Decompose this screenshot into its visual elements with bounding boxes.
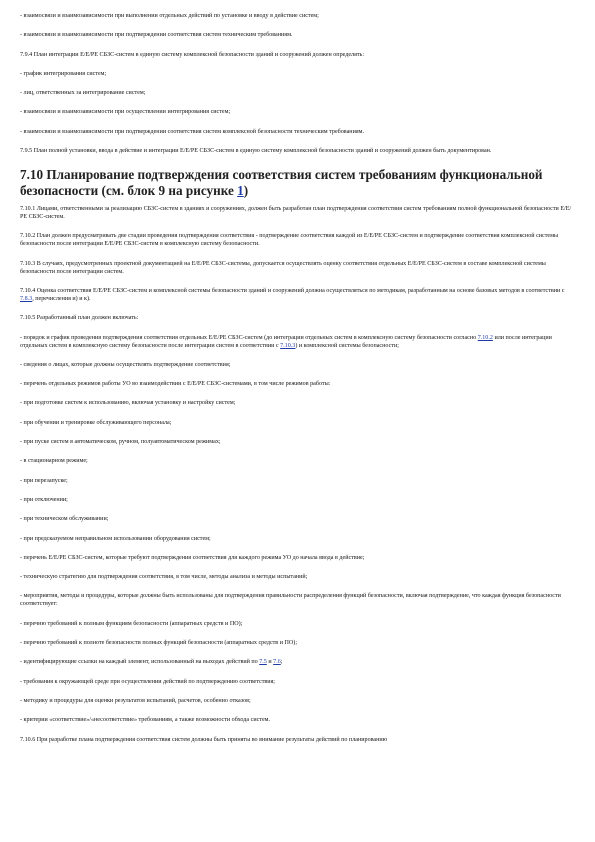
clause-7-10-1: 7.10.1 Лицами, ответственными за реализацию СБЗС-систем в зданиях и сооружениях, должен быть разработан план подтверждения соответствия систем требованиям полной функциональной безопасности Е/Е/РЕ СБЗС-систем.	[20, 206, 572, 221]
link-7-10-3[interactable]: 7.10.3	[280, 342, 296, 349]
clause-7-10-4-text: 7.10.4 Оценка соответствия Е/Е/РЕ СБЗС-систем и комплексной системы безопасности зданий и сооружений должна осуществляться по методикам, разработанным на основе базовых методов в соответствии с	[20, 287, 566, 294]
section-heading-end: )	[243, 183, 249, 199]
list-item: - методику и процедуры для оценки результатов испытаний, расчетов, особенно отказов;	[20, 697, 251, 704]
list-item	[20, 658, 575, 666]
clause-7-10-4	[20, 287, 575, 303]
list-item: - при пуске систем в автоматическом, ручном, полуавтоматическом режимах;	[20, 439, 221, 446]
list-item-text: ) и комплексной системы безопасности;	[295, 342, 399, 349]
link-7-6[interactable]: 7.6	[273, 659, 281, 666]
clause-7-10-5: 7.10.5 Разработанный план должен включать:	[20, 315, 139, 322]
list-item: - при техническом обслуживании;	[20, 516, 109, 523]
clause-7-10-2: 7.10.2 План должен предусматривать две стадии проведения подтверждения соответствия - подтверждение соответствия каждой из Е/Е/РЕ СБЗС-систем и подтверждение соответствия комплексной системы безопасности после интеграции Е/Е/РЕ СБЗС-систем в комплексную систему безопасности.	[20, 233, 560, 248]
list-item: - при обучении и тренировке обслуживающего персонала;	[20, 419, 172, 426]
list-item	[20, 334, 575, 350]
clause-7-9-4: 7.9.4 План интеграции Е/Е/РЕ СБЗС-систем в единую систему комплексной безопасности зданий и сооружений должен определять:	[20, 51, 365, 58]
list-item: - перечню требований к полноте безопасности полных функций безопасности (аппаратных средств и ПО);	[20, 640, 298, 647]
list-item: - при предсказуемом неправильном использовании оборудования систем;	[20, 535, 211, 542]
list-item: - взаимосвязи и взаимозависимости при выполнении отдельных действий по установке и вводу в действие систем;	[20, 13, 319, 19]
list-item: - при отключении;	[20, 496, 68, 503]
list-item: - в стационарном режиме;	[20, 458, 88, 465]
list-item: - сведения о лицах, которые должны осуществлять подтверждение соответствия;	[20, 361, 231, 368]
list-item-text: или после интеграции отдельных систем в комплексную систему безопасности после интеграции систем в соответствии с	[20, 334, 554, 349]
list-item: - перечень отдельных режимов работы УО во взаимодействии с Е/Е/РЕ СБЗС-системами, в том числе режимов работы:	[20, 381, 331, 388]
list-item: - при перезапуске;	[20, 477, 68, 484]
document-page	[20, 0, 575, 744]
list-item-text: и	[266, 659, 274, 666]
list-item: - перечню требований к полным функциям безопасности (аппаратных средств и ПО);	[20, 620, 243, 627]
list-item-text: ;	[280, 659, 283, 666]
list-item: - взаимосвязи и взаимозависимости при осуществлении интегрирования систем;	[20, 109, 231, 116]
list-item: - взаимосвязи и взаимозависимости при подтверждении соответствия систем техническим требованиям.	[20, 32, 293, 39]
figure-1-link[interactable]: 1	[237, 183, 244, 199]
list-item-text: - идентифицирующие ссылки на каждый элемент, использованный на выходах действий по	[20, 659, 260, 666]
section-heading-text: 7.10 Планирование подтверждения соответствия систем требованиям функциональной безопасности (см. блок 9 на рисунке	[20, 167, 543, 199]
list-item: - график интегрирования систем;	[20, 70, 107, 77]
link-7-5[interactable]: 7.5	[259, 659, 267, 666]
list-item: - техническую стратегию для подтверждения соответствия, в том числе, методы анализа и методы испытаний;	[20, 574, 308, 581]
clause-7-10-6: 7.10.6 При разработке плана подтверждения соответствия систем должны быть приняты во внимание результаты действий по планированию	[20, 736, 388, 743]
section-heading	[20, 167, 575, 199]
list-item: - требования к окружающей среде при осуществлении действий по подтверждению соответствия;	[20, 678, 276, 685]
clause-7-10-3: 7.10.3 В случаях, предусмотренных проектной документацией на Е/Е/РЕ СБЗС-системы, допускается осуществлять оценку соответствия отдельных Е/Е/РЕ СБЗС-систем в составе комплексной системы безопасности после интеграции систем.	[20, 260, 548, 275]
list-item: - лиц, ответственных за интегрирование систем;	[20, 90, 146, 97]
list-item: - мероприятия, методы и процедуры, которые должны быть использованы для подтверждения правильности распределения функций безопасности, включая подтверждение, что каждая функция безопасности соответствует:	[20, 593, 563, 608]
clause-7-10-4-tail: , перечисления и) и к).	[32, 295, 91, 302]
list-item: - при подготовке систем к использованию, включая установку и настройку систем;	[20, 400, 236, 407]
clause-7-9-5: 7.9.5 План полной установки, ввода в действие и интеграции Е/Е/РЕ СБЗС-систем в единую систему комплексной безопасности зданий и сооружений должен быть документирован.	[20, 148, 492, 155]
list-item-text: - порядок и график проведения подтверждения соответствия отдельных Е/Е/РЕ СБЗС-систем (до интеграции отдельных систем в комплексную систему безопасности согласно	[20, 334, 478, 341]
link-7-10-2[interactable]: 7.10.2	[477, 334, 493, 341]
list-item: - перечень Е/Е/РЕ СБЗС-систем, которые требуют подтверждения соответствия для каждого режима УО до начала ввода в действие;	[20, 554, 365, 561]
link-7-8-3[interactable]: 7.8.3	[20, 295, 33, 302]
list-item: - взаимосвязи и взаимозависимости при подтверждении соответствия систем комплексной безопасности техническим требованиям.	[20, 128, 365, 135]
list-item: - критерии «соответствие»/«несоответствие» требованиям, а также возможности обхода систем.	[20, 717, 271, 724]
